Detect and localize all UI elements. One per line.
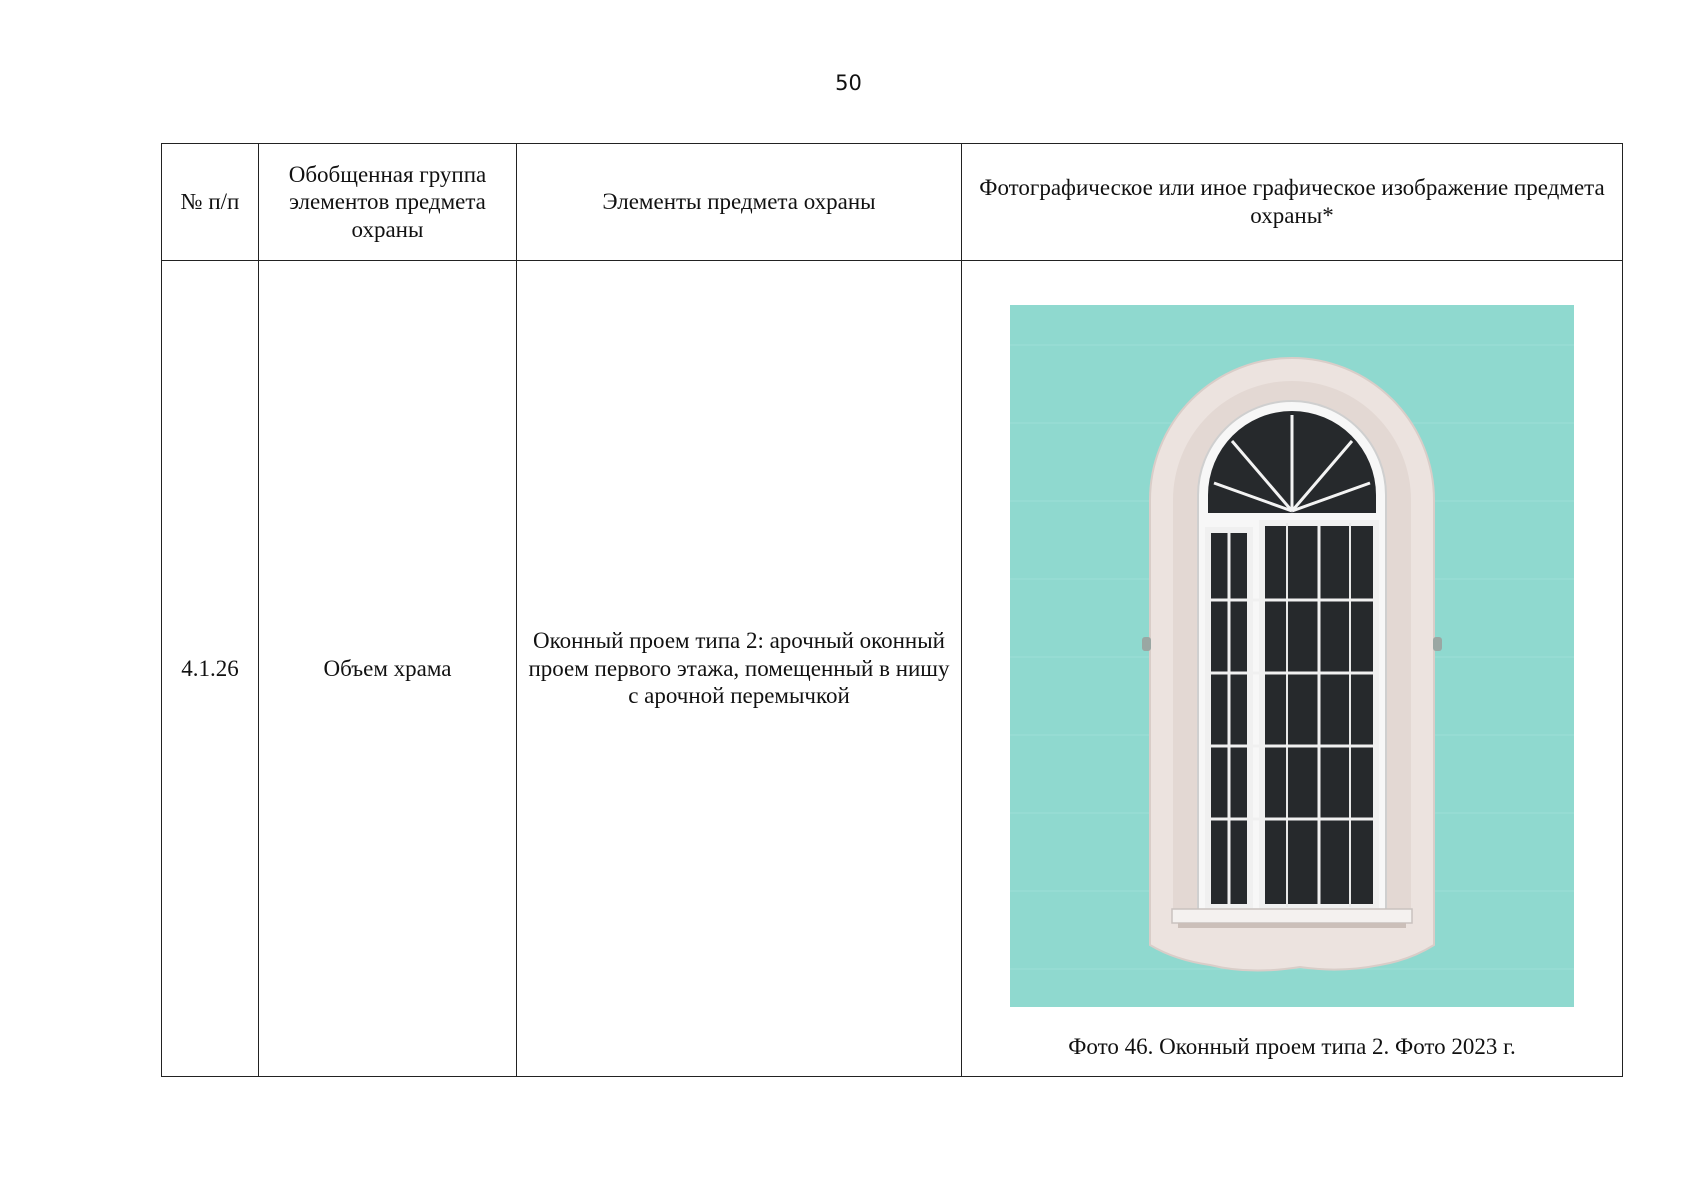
header-image: Фотографическое или иное графическое изображение предмета охраны* [962,144,1623,261]
header-group: Обобщенная группа элементов предмета охраны [259,144,517,261]
cell-photo [962,261,1623,1077]
header-number: № п/п [162,144,259,261]
table-row [162,261,1623,1077]
cell-group: Объем храма [259,261,517,1077]
header-elements: Элементы предмета охраны [517,144,962,261]
table-header-row [162,144,1623,261]
cell-number: 4.1.26 [162,261,259,1077]
page-number: 50 [835,71,862,95]
cell-element: Оконный проем типа 2: арочный оконный проем первого этажа, помещенный в нишу с арочной перемычкой [517,261,962,1077]
window-photo [1010,305,1574,1007]
photo-caption: Фото 46. Оконный проем типа 2. Фото 2023 г. [1068,1033,1516,1059]
protection-table [161,143,1623,1077]
